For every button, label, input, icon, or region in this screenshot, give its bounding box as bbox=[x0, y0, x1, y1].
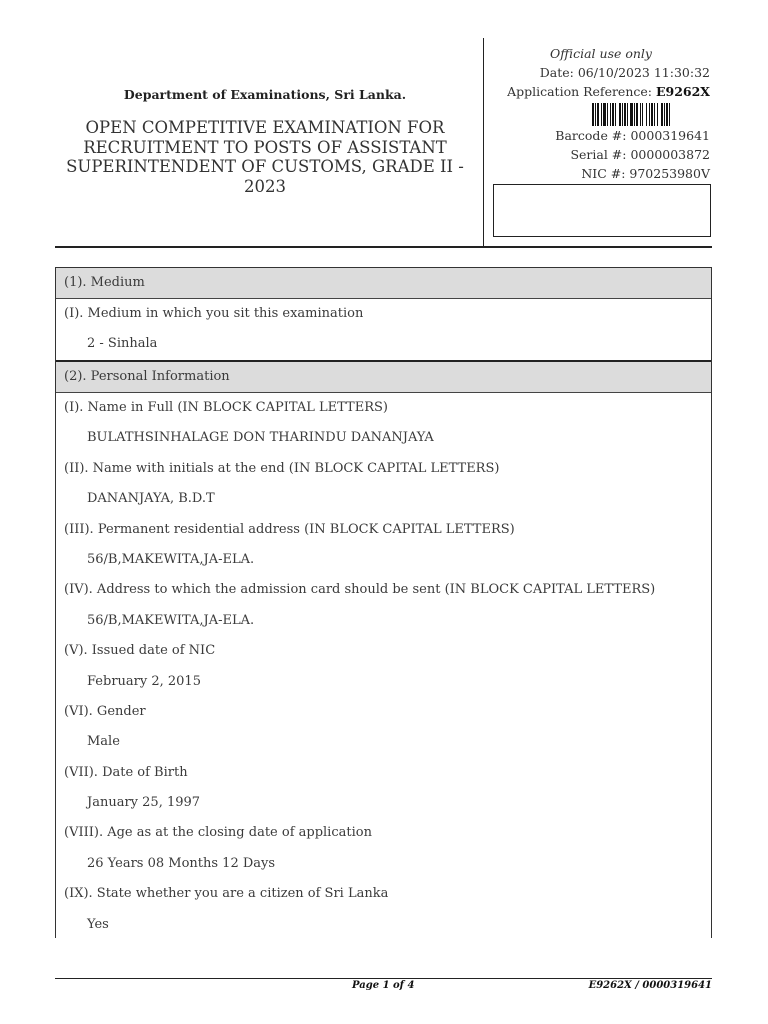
question-label: (II). Name with initials at the end (IN BLOCK CAPITAL LETTERS) bbox=[64, 460, 500, 476]
answer-value: DANANJAYA, B.D.T bbox=[87, 491, 215, 507]
section-medium bbox=[56, 268, 711, 360]
barcode-bar bbox=[646, 103, 647, 126]
barcode-bar bbox=[624, 103, 626, 126]
answer-value: Male bbox=[87, 734, 120, 750]
barcode-bar bbox=[603, 103, 606, 126]
barcode-bar bbox=[661, 103, 663, 126]
answer-value: January 25, 1997 bbox=[87, 795, 201, 811]
barcode-bar bbox=[664, 103, 665, 126]
question-label: (VII). Date of Birth bbox=[64, 764, 188, 780]
question-label: (IV). Address to which the admission card should be sent (IN BLOCK CAPITAL LETTERS) bbox=[64, 582, 656, 598]
section-header: (1). Medium bbox=[56, 268, 711, 299]
department-name: Department of Examinations, Sri Lanka. bbox=[123, 87, 407, 102]
barcode-bar bbox=[630, 103, 633, 126]
section-body bbox=[56, 393, 711, 940]
question-label: (III). Permanent residential address (IN BLOCK CAPITAL LETTERS) bbox=[64, 521, 515, 537]
answer-value: 26 Years 08 Months 12 Days bbox=[87, 855, 276, 871]
barcode-bar bbox=[595, 103, 596, 126]
question-label: (IX). State whether you are a citizen of Sri Lanka bbox=[64, 886, 389, 902]
header-rule bbox=[55, 246, 712, 248]
barcode-bar bbox=[610, 103, 611, 126]
question-label: (I). Name in Full (IN BLOCK CAPITAL LETTERS) bbox=[64, 400, 388, 415]
barcode-bar bbox=[597, 103, 599, 126]
barcode-bar bbox=[636, 103, 638, 126]
application-reference bbox=[507, 82, 710, 101]
question-label: (I). Medium in which you sit this examination bbox=[64, 306, 364, 321]
page-number: Page 1 of 4 bbox=[352, 980, 415, 991]
serial-number: Serial #: 0000003872 bbox=[570, 147, 710, 162]
barcode-bar bbox=[622, 103, 623, 126]
question-label: (V). Issued date of NIC bbox=[64, 643, 216, 659]
barcode-bar bbox=[592, 103, 594, 126]
footer-reference: E9262X / 0000319641 bbox=[588, 980, 712, 991]
barcode-bar bbox=[651, 103, 653, 126]
barcode-bar bbox=[640, 103, 641, 126]
barcode-bar bbox=[627, 103, 628, 126]
answer-value: 56/B,MAKEWITA,JA-ELA. bbox=[87, 551, 255, 567]
answer-value: BULATHSINHALAGE DON THARINDU DANANJAYA bbox=[87, 430, 434, 446]
official-use-label: Official use only bbox=[550, 46, 652, 61]
barcode-bar bbox=[634, 103, 635, 126]
barcode-image bbox=[592, 103, 710, 126]
answer-value: 56/B,MAKEWITA,JA-ELA. bbox=[87, 612, 255, 628]
header-divider bbox=[483, 38, 484, 247]
barcode-bar bbox=[654, 103, 655, 126]
footer-rule bbox=[55, 978, 712, 979]
application-reference-value: E9262X bbox=[655, 84, 710, 99]
issue-date: Date: 06/10/2023 11:30:32 bbox=[539, 65, 710, 80]
application-reference-label: Application Reference: bbox=[507, 84, 656, 99]
barcode-bar bbox=[601, 103, 602, 126]
section-header: (2). Personal Information bbox=[56, 362, 711, 393]
nic-number: NIC #: 970253980V bbox=[581, 166, 710, 181]
section-body bbox=[56, 299, 711, 360]
question-label: (VI). Gender bbox=[64, 703, 146, 719]
answer-value: February 2, 2015 bbox=[87, 673, 201, 689]
exam-title: OPEN COMPETITIVE EXAMINATION FOR RECRUITMENT TO POSTS OF ASSISTANT SUPERINTENDENT OF CUSTOMS, GRADE II - 2023 bbox=[66, 118, 464, 196]
question-label: (VIII). Age as at the closing date of application bbox=[64, 825, 372, 841]
barcode-bar bbox=[666, 103, 668, 126]
barcode-bar bbox=[619, 103, 621, 126]
official-stamp-box bbox=[493, 184, 711, 237]
barcode-bar bbox=[669, 103, 670, 126]
barcode-bar bbox=[615, 103, 616, 126]
barcode-bar bbox=[642, 103, 643, 126]
barcode-bar bbox=[657, 103, 658, 126]
answer-value: Yes bbox=[87, 916, 109, 932]
barcode-bar bbox=[612, 103, 614, 126]
barcode-bar bbox=[607, 103, 608, 126]
barcode-bar bbox=[649, 103, 650, 126]
section-personal bbox=[56, 360, 711, 940]
application-form bbox=[55, 267, 712, 938]
answer-value: 2 - Sinhala bbox=[87, 336, 158, 352]
barcode-number: Barcode #: 0000319641 bbox=[555, 128, 710, 143]
